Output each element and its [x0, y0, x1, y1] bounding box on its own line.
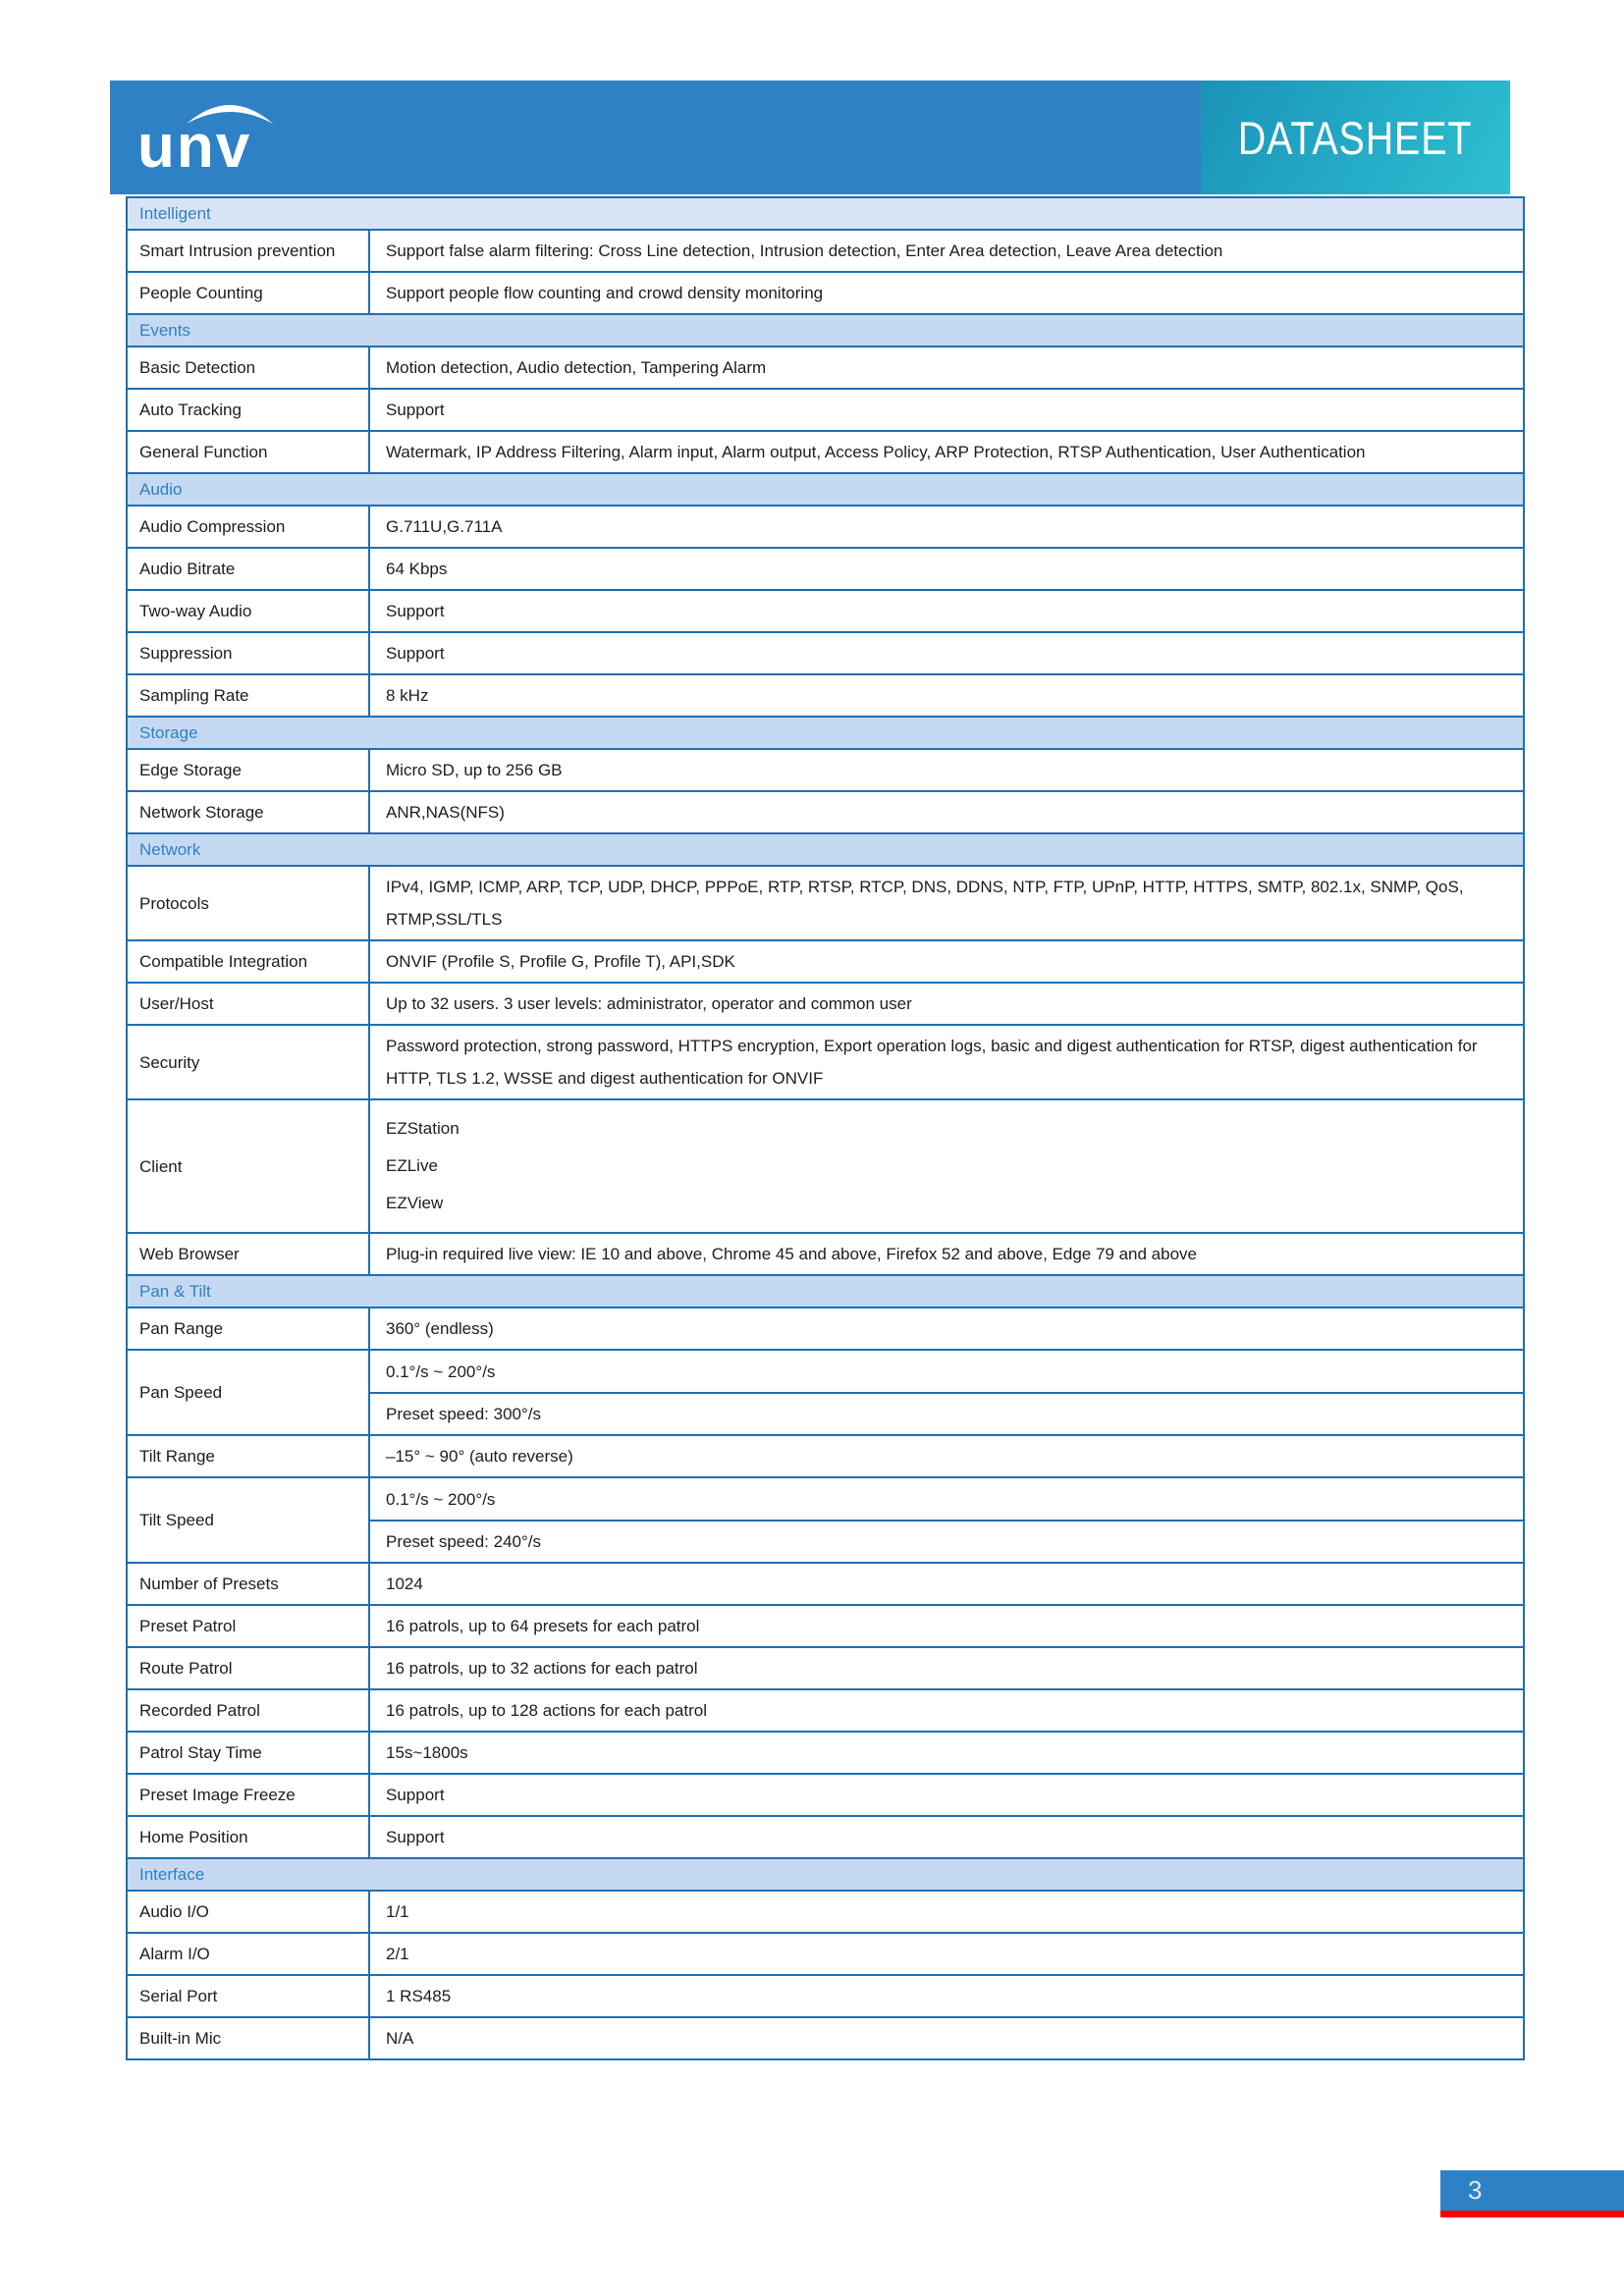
- spec-label: [128, 1351, 370, 1434]
- row-edge-storage: [126, 748, 1525, 792]
- spec-value: [370, 1351, 1523, 1434]
- spec-label-text: Preset Patrol: [139, 1617, 237, 1635]
- spec-value-text: Up to 32 users. 3 user levels: administrator, operator and common user: [386, 994, 912, 1013]
- spec-subvalue-text: 0.1°/s ~ 200°/s: [386, 1362, 496, 1381]
- row-pan-speed: [126, 1349, 1525, 1436]
- row-tilt-range: [126, 1434, 1525, 1478]
- spec-label-text: Edge Storage: [139, 761, 242, 779]
- spec-subvalue-text: 0.1°/s ~ 200°/s: [386, 1489, 496, 1509]
- row-patrol-stay-time: [126, 1731, 1525, 1775]
- spec-label-text: Recorded Patrol: [139, 1701, 260, 1720]
- spec-value-text: N/A: [386, 2029, 414, 2048]
- spec-label: [128, 507, 370, 547]
- spec-label: [128, 984, 370, 1024]
- spec-value: [370, 1690, 1523, 1731]
- spec-label-text: Tilt Speed: [139, 1511, 214, 1529]
- spec-label: [128, 273, 370, 313]
- row-recorded-patrol: [126, 1688, 1525, 1733]
- spec-value-text: ONVIF (Profile S, Profile G, Profile T), API,SDK: [386, 952, 735, 971]
- spec-label: [128, 1892, 370, 1932]
- row-tilt-speed: [126, 1476, 1525, 1564]
- spec-label: [128, 1478, 370, 1562]
- spec-label-text: Number of Presets: [139, 1575, 279, 1593]
- spec-value: [370, 1606, 1523, 1646]
- spec-label-text: Preset Image Freeze: [139, 1786, 296, 1804]
- section-header-audio: [126, 472, 1525, 507]
- logo-text: unv: [137, 113, 252, 181]
- spec-value: [370, 1892, 1523, 1932]
- spec-subvalue-text: Preset speed: 300°/s: [386, 1405, 542, 1423]
- spec-value-text: 1 RS485: [386, 1987, 452, 2005]
- section-header-events: [126, 313, 1525, 347]
- section-title: Interface: [139, 1864, 205, 1884]
- spec-value: [370, 1564, 1523, 1604]
- spec-label-text: Network Storage: [139, 803, 264, 822]
- spec-value: [370, 941, 1523, 982]
- section-header-intelligent: [126, 196, 1525, 231]
- spec-label-text: General Function: [139, 443, 268, 461]
- spec-label: [128, 1436, 370, 1476]
- spec-value: [370, 633, 1523, 673]
- row-two-way-audio: [126, 589, 1525, 633]
- spec-value-text: IPv4, IGMP, ICMP, ARP, TCP, UDP, DHCP, PPPoE, RTP, RTSP, RTCP, DNS, DDNS, NTP, FTP, UPnP, HTTP, HTTPS, SMTP, 802.1x, SNMP, QoS, RTMP,SSL/TLS: [386, 878, 1464, 929]
- section-title: Pan & Tilt: [139, 1281, 211, 1301]
- spec-label: [128, 432, 370, 472]
- row-basic-detection: [126, 346, 1525, 390]
- spec-label: [128, 591, 370, 631]
- spec-value-text: 16 patrols, up to 64 presets for each patrol: [386, 1617, 700, 1635]
- spec-value-text: 16 patrols, up to 128 actions for each patrol: [386, 1701, 707, 1720]
- row-route-patrol: [126, 1646, 1525, 1690]
- spec-value: [370, 1976, 1523, 2016]
- spec-subvalue: [370, 1520, 1523, 1562]
- row-audio-compression: [126, 505, 1525, 549]
- spec-label: [128, 633, 370, 673]
- spec-label: [128, 1308, 370, 1349]
- row-general-function: [126, 430, 1525, 474]
- row-security: [126, 1024, 1525, 1100]
- datasheet-badge: [1201, 80, 1510, 194]
- row-serial-port: [126, 1974, 1525, 2018]
- spec-value-text: Support: [386, 644, 445, 663]
- spec-label-text: Basic Detection: [139, 358, 256, 377]
- spec-label: [128, 1934, 370, 1974]
- spec-label: [128, 390, 370, 430]
- spec-value-text: Support people flow counting and crowd density monitoring: [386, 284, 824, 302]
- spec-label-text: Pan Speed: [139, 1383, 223, 1402]
- spec-value-text: Support false alarm filtering: Cross Line detection, Intrusion detection, Enter Area detection, Leave Area detection: [386, 241, 1223, 260]
- spec-label-text: Pan Range: [139, 1319, 224, 1338]
- page-footer: [1440, 2170, 1624, 2211]
- spec-label-text: Patrol Stay Time: [139, 1743, 262, 1762]
- spec-label-text: Security: [139, 1052, 200, 1072]
- spec-value-text: 16 patrols, up to 32 actions for each patrol: [386, 1659, 698, 1678]
- row-compatible-integration: [126, 939, 1525, 984]
- section-title: Storage: [139, 722, 198, 742]
- spec-value: [370, 675, 1523, 716]
- row-pan-range: [126, 1307, 1525, 1351]
- spec-label: [128, 1976, 370, 2016]
- spec-value: [370, 984, 1523, 1024]
- header-banner: [110, 80, 1510, 194]
- section-header-storage: [126, 716, 1525, 750]
- spec-label-text: Route Patrol: [139, 1659, 233, 1678]
- spec-label: [128, 2018, 370, 2058]
- row-protocols: [126, 865, 1525, 941]
- row-smart-intrusion-prevention: [126, 229, 1525, 273]
- spec-label: [128, 792, 370, 832]
- footer-red-bar: [1440, 2211, 1624, 2217]
- section-title: Events: [139, 320, 190, 340]
- datasheet-label: DATASHEET: [1238, 111, 1473, 164]
- row-user-host: [126, 982, 1525, 1026]
- spec-value-text: 360° (endless): [386, 1319, 494, 1338]
- spec-value-text: Motion detection, Audio detection, Tampering Alarm: [386, 358, 767, 377]
- spec-value: [370, 867, 1523, 939]
- spec-value-text: 15s~1800s: [386, 1743, 468, 1762]
- spec-value-line: EZView: [386, 1194, 444, 1212]
- row-suppression: [126, 631, 1525, 675]
- spec-label: [128, 1648, 370, 1688]
- unv-logo: [137, 90, 334, 188]
- spec-value-text: –15° ~ 90° (auto reverse): [386, 1447, 573, 1466]
- row-preset-patrol: [126, 1604, 1525, 1648]
- spec-label: [128, 1026, 370, 1098]
- spec-label-text: Home Position: [139, 1828, 248, 1846]
- spec-value-text: Plug-in required live view: IE 10 and above, Chrome 45 and above, Firefox 52 and above, Edge 79 and above: [386, 1245, 1197, 1263]
- spec-label: [128, 1100, 370, 1232]
- spec-value: [370, 1648, 1523, 1688]
- spec-label: [128, 347, 370, 388]
- spec-label: [128, 231, 370, 271]
- spec-value: [370, 507, 1523, 547]
- spec-value-text: Support: [386, 400, 445, 419]
- spec-value: [370, 1775, 1523, 1815]
- spec-label: [128, 1775, 370, 1815]
- spec-label-text: Alarm I/O: [139, 1945, 210, 1963]
- spec-label: [128, 1564, 370, 1604]
- spec-label-text: People Counting: [139, 284, 263, 302]
- spec-value-text: 2/1: [386, 1945, 409, 1963]
- spec-value: [370, 1478, 1523, 1562]
- spec-value: [370, 2018, 1523, 2058]
- spec-label: [128, 549, 370, 589]
- spec-value: [370, 1100, 1523, 1232]
- spec-label: [128, 1733, 370, 1773]
- spec-subvalue: [370, 1392, 1523, 1434]
- row-client: [126, 1098, 1525, 1234]
- spec-label: [128, 1234, 370, 1274]
- spec-label-text: Tilt Range: [139, 1447, 215, 1466]
- row-network-storage: [126, 790, 1525, 834]
- spec-value-text: 8 kHz: [386, 686, 429, 705]
- spec-label-text: Suppression: [139, 644, 233, 663]
- spec-label: [128, 675, 370, 716]
- row-built-in-mic: [126, 2016, 1525, 2060]
- spec-value-line: EZLive: [386, 1156, 438, 1175]
- spec-value-text: 1024: [386, 1575, 423, 1593]
- spec-value: [370, 1817, 1523, 1857]
- spec-value-text: Watermark, IP Address Filtering, Alarm input, Alarm output, Access Policy, ARP Protection, RTSP Authentication, User Authentication: [386, 443, 1366, 461]
- section-header-network: [126, 832, 1525, 867]
- spec-label-text: Audio I/O: [139, 1902, 209, 1921]
- spec-value: [370, 1934, 1523, 1974]
- row-people-counting: [126, 271, 1525, 315]
- spec-value: [370, 591, 1523, 631]
- spec-value-text: G.711U,G.711A: [386, 517, 503, 536]
- spec-label-text: Two-way Audio: [139, 602, 252, 620]
- row-audio-i-o: [126, 1890, 1525, 1934]
- spec-value: [370, 549, 1523, 589]
- spec-label: [128, 750, 370, 790]
- spec-value: [370, 1733, 1523, 1773]
- spec-value-text: Support: [386, 1828, 445, 1846]
- spec-value-text: Support: [386, 1786, 445, 1804]
- spec-value-text: ANR,NAS(NFS): [386, 803, 505, 822]
- spec-value: [370, 273, 1523, 313]
- spec-label: [128, 867, 370, 939]
- spec-label-text: Sampling Rate: [139, 686, 249, 705]
- spec-value: [370, 432, 1523, 472]
- section-header-interface: [126, 1857, 1525, 1892]
- row-preset-image-freeze: [126, 1773, 1525, 1817]
- spec-value-text: Support: [386, 602, 445, 620]
- spec-label-text: Client: [139, 1156, 183, 1176]
- spec-label: [128, 1690, 370, 1731]
- row-number-of-presets: [126, 1562, 1525, 1606]
- spec-label: [128, 1606, 370, 1646]
- spec-subvalue: [370, 1478, 1523, 1520]
- spec-value: [370, 231, 1523, 271]
- spec-value-text: 1/1: [386, 1902, 409, 1921]
- spec-label-text: Auto Tracking: [139, 400, 242, 419]
- row-audio-bitrate: [126, 547, 1525, 591]
- spec-value: [370, 1234, 1523, 1274]
- spec-label-text: Audio Bitrate: [139, 560, 236, 578]
- spec-label-text: Smart Intrusion prevention: [139, 241, 336, 260]
- spec-label: [128, 1817, 370, 1857]
- spec-value-text: Micro SD, up to 256 GB: [386, 761, 563, 779]
- spec-subvalue-text: Preset speed: 240°/s: [386, 1532, 542, 1551]
- spec-value-text: 64 Kbps: [386, 560, 448, 578]
- section-header-pan-tilt: [126, 1274, 1525, 1308]
- spec-subvalue: [370, 1351, 1523, 1392]
- row-web-browser: [126, 1232, 1525, 1276]
- row-sampling-rate: [126, 673, 1525, 718]
- spec-value: [370, 347, 1523, 388]
- section-title: Audio: [139, 479, 183, 499]
- spec-label-text: Serial Port: [139, 1987, 218, 2005]
- spec-value: [370, 1308, 1523, 1349]
- row-auto-tracking: [126, 388, 1525, 432]
- spec-value: [370, 750, 1523, 790]
- row-home-position: [126, 1815, 1525, 1859]
- spec-label-text: Protocols: [139, 893, 209, 913]
- spec-label-text: User/Host: [139, 994, 214, 1013]
- spec-label-text: Compatible Integration: [139, 952, 308, 971]
- spec-table: [126, 196, 1525, 2060]
- spec-value: [370, 1026, 1523, 1098]
- section-title: Intelligent: [139, 203, 211, 223]
- spec-value-line: EZStation: [386, 1119, 460, 1138]
- spec-value-text: Password protection, strong password, HTTPS encryption, Export operation logs, basic and digest authentication for RTSP, digest authentication for HTTP, TLS 1.2, WSSE and digest authentication for ONVIF: [386, 1037, 1478, 1088]
- spec-label-text: Built-in Mic: [139, 2029, 222, 2048]
- spec-label-text: Audio Compression: [139, 517, 286, 536]
- spec-value: [370, 1436, 1523, 1476]
- page-number: 3: [1468, 2175, 1483, 2205]
- spec-value: [370, 792, 1523, 832]
- spec-label-text: Web Browser: [139, 1245, 240, 1263]
- spec-value: [370, 390, 1523, 430]
- spec-label: [128, 941, 370, 982]
- row-alarm-i-o: [126, 1932, 1525, 1976]
- section-title: Network: [139, 839, 201, 859]
